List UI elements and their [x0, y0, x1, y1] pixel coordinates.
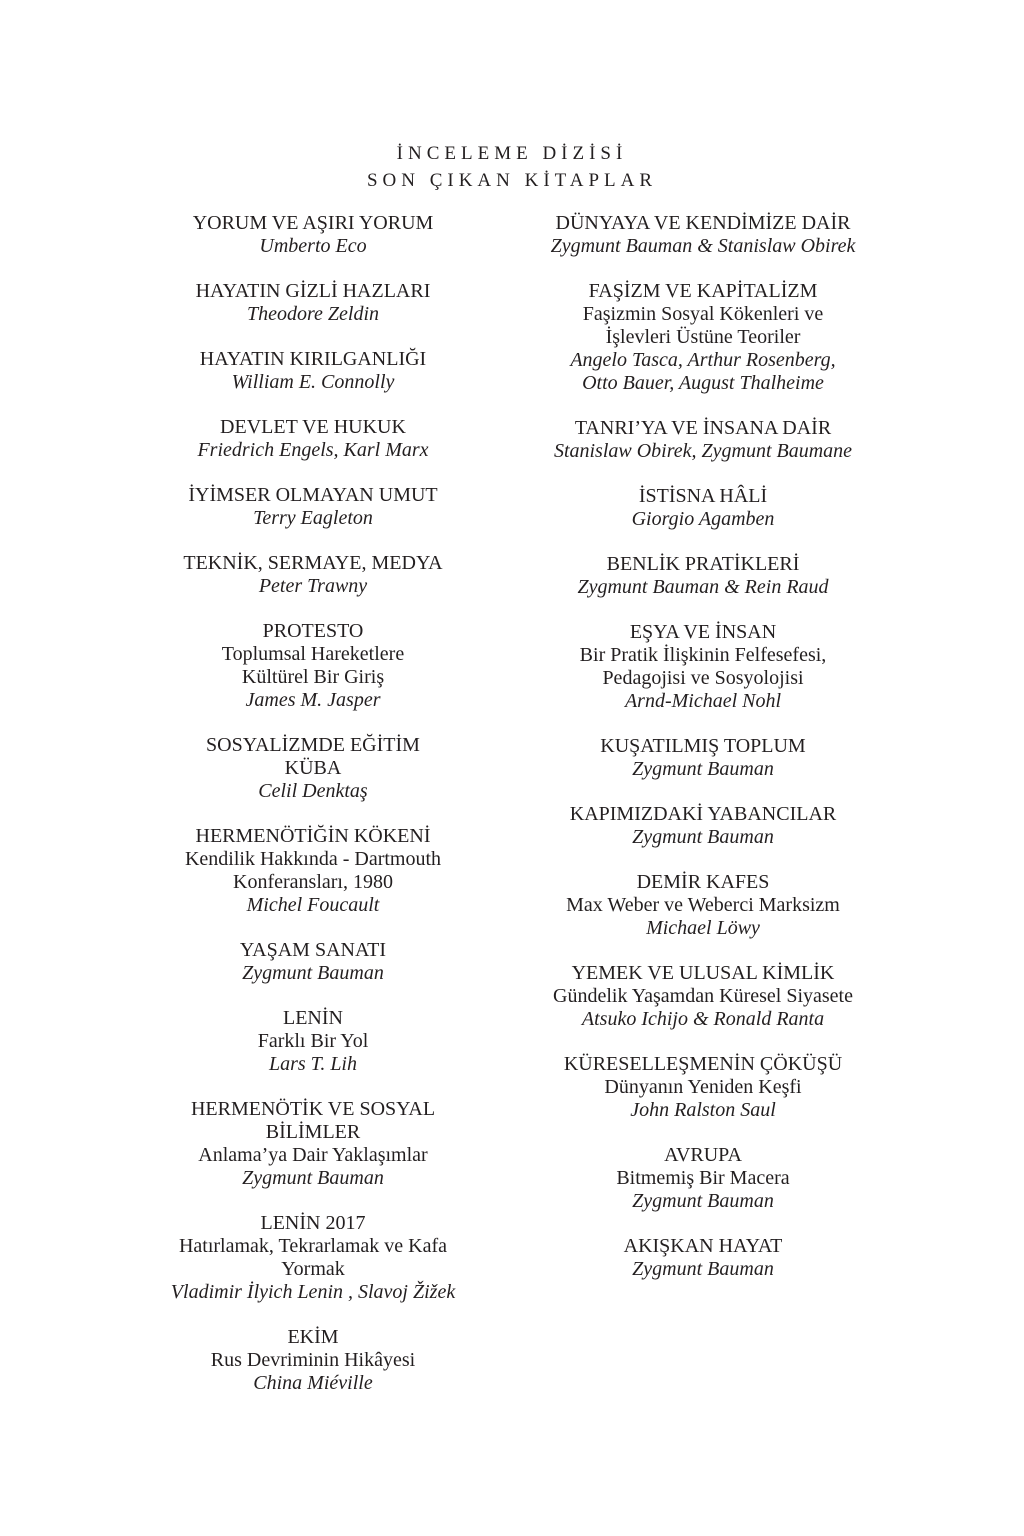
book-subtitle: Dünyanın Yeniden Keşfi — [604, 1076, 802, 1098]
book-author: Lars T. Lih — [268, 1053, 357, 1075]
right-book-column — [513, 212, 893, 1303]
book-subtitle: Rus Devriminin Hikâyesi — [210, 1349, 416, 1371]
book-author: Umberto Eco — [259, 235, 367, 257]
book-title: KÜRESELLEŞMENİN ÇÖKÜŞÜ — [563, 1053, 843, 1075]
book-author: Theodore Zeldin — [246, 303, 380, 325]
book-author: Michel Foucault — [246, 894, 380, 916]
book-entry — [123, 416, 503, 462]
book-author: Zygmunt Bauman — [632, 1190, 774, 1212]
book-entry — [513, 735, 893, 781]
book-subtitle: Anlama’ya Dair Yaklaşımlar — [198, 1144, 428, 1166]
book-subtitle: Faşizmin Sosyal Kökenleri ve — [582, 303, 824, 325]
book-entry — [123, 1098, 503, 1190]
book-title: TEKNİK, SERMAYE, MEDYA — [183, 552, 443, 574]
book-subtitle: Kültürel Bir Giriş — [241, 666, 385, 688]
book-entry — [513, 212, 893, 258]
book-entry — [513, 553, 893, 599]
book-entry — [513, 1144, 893, 1213]
book-title: KUŞATILMIŞ TOPLUM — [600, 735, 806, 757]
book-entry — [123, 348, 503, 394]
left-book-column — [123, 212, 503, 1417]
book-subtitle: İşlevleri Üstüne Teoriler — [605, 326, 801, 348]
book-entry — [123, 212, 503, 258]
book-entry — [513, 803, 893, 849]
book-author: Atsuko Ichijo & Ronald Ranta — [581, 1008, 825, 1030]
book-title: LENİN — [283, 1007, 343, 1029]
book-author: Celil Denktaş — [258, 780, 368, 802]
book-title: HAYATIN KIRILGANLIĞI — [199, 348, 427, 370]
book-entry — [123, 484, 503, 530]
book-title: HERMENÖTİK VE SOSYAL — [190, 1098, 436, 1120]
series-title: İNCELEME DİZİSİ — [396, 143, 628, 164]
book-author: Terry Eagleton — [253, 507, 373, 529]
book-title: DÜNYAYA VE KENDİMİZE DAİR — [555, 212, 851, 234]
book-title: AVRUPA — [664, 1144, 742, 1166]
book-entry — [123, 620, 503, 712]
book-author: Peter Trawny — [258, 575, 368, 597]
book-author: Zygmunt Bauman & Rein Raud — [577, 576, 829, 598]
book-author: Zygmunt Bauman — [632, 758, 774, 780]
book-entry — [513, 485, 893, 531]
series-heading — [0, 140, 1024, 194]
book-title: PROTESTO — [262, 620, 364, 642]
book-title: HAYATIN GİZLİ HAZLARI — [195, 280, 431, 302]
book-author: Vladimir İlyich Lenin , Slavoj Žižek — [170, 1281, 456, 1303]
book-subtitle: Farklı Bir Yol — [257, 1030, 369, 1052]
book-title: KÜBA — [284, 757, 342, 779]
book-entry — [513, 1235, 893, 1281]
book-author: China Miéville — [253, 1372, 373, 1394]
book-title: BENLİK PRATİKLERİ — [606, 553, 800, 575]
book-entry — [123, 825, 503, 917]
book-subtitle: Max Weber ve Weberci Marksizm — [566, 894, 840, 916]
book-title: KAPIMIZDAKİ YABANCILAR — [569, 803, 837, 825]
book-title: YORUM VE AŞIRI YORUM — [192, 212, 434, 234]
book-author: Zygmunt Bauman — [242, 1167, 384, 1189]
book-author: Michael Löwy — [646, 917, 760, 939]
book-entry — [513, 1053, 893, 1122]
book-title: DEVLET VE HUKUK — [220, 416, 406, 438]
book-title: İSTİSNA HÂLİ — [638, 485, 768, 507]
book-title: LENİN 2017 — [260, 1212, 366, 1234]
book-author: Zygmunt Bauman & Stanislaw Obirek — [550, 235, 856, 257]
book-author: Arnd-Michael Nohl — [624, 690, 782, 712]
book-title: EŞYA VE İNSAN — [629, 621, 777, 643]
book-author: Stanislaw Obirek, Zygmunt Baumane — [553, 440, 853, 462]
book-title: FAŞİZM VE KAPİTALİZM — [588, 280, 818, 302]
book-entry — [123, 1326, 503, 1395]
book-author: James M. Jasper — [245, 689, 381, 711]
book-title: YEMEK VE ULUSAL KİMLİK — [571, 962, 835, 984]
book-author: John Ralston Saul — [630, 1099, 776, 1121]
book-subtitle: Pedagojisi ve Sosyolojisi — [602, 667, 804, 689]
book-author: Zygmunt Bauman — [632, 1258, 774, 1280]
book-entry — [123, 1212, 503, 1304]
book-title: İYİMSER OLMAYAN UMUT — [188, 484, 438, 506]
book-entry — [513, 280, 893, 395]
series-subtitle: SON ÇIKAN KİTAPLAR — [366, 170, 658, 191]
book-subtitle: Gündelik Yaşamdan Küresel Siyasete — [553, 985, 853, 1007]
book-entry — [123, 1007, 503, 1076]
book-subtitle: Bir Pratik İlişkinin Felfesefesi, — [579, 644, 827, 666]
book-subtitle: Bitmemiş Bir Macera — [616, 1167, 790, 1189]
book-title: YAŞAM SANATI — [239, 939, 387, 961]
book-title: SOSYALİZMDE EĞİTİM — [206, 734, 420, 756]
book-title: HERMENÖTİĞİN KÖKENİ — [195, 825, 431, 847]
book-author: Friedrich Engels, Karl Marx — [197, 439, 429, 461]
book-subtitle: Kendilik Hakkında - Dartmouth — [184, 848, 442, 870]
book-entry — [123, 734, 503, 803]
book-entry — [513, 417, 893, 463]
book-author: Angelo Tasca, Arthur Rosenberg, — [570, 349, 836, 371]
book-author: Zygmunt Bauman — [632, 826, 774, 848]
book-subtitle: Konferansları, 1980 — [233, 871, 393, 893]
book-subtitle: Hatırlamak, Tekrarlamak ve Kafa — [178, 1235, 448, 1257]
book-title: BİLİMLER — [265, 1121, 361, 1143]
book-title: DEMİR KAFES — [636, 871, 770, 893]
book-title: AKIŞKAN HAYAT — [623, 1235, 783, 1257]
book-entry — [123, 939, 503, 985]
book-author: Zygmunt Bauman — [242, 962, 384, 984]
book-entry — [513, 871, 893, 940]
book-entry — [513, 962, 893, 1031]
book-entry — [123, 280, 503, 326]
book-entry — [123, 552, 503, 598]
book-entry — [513, 621, 893, 713]
book-subtitle: Toplumsal Hareketlere — [221, 643, 405, 665]
book-subtitle: Yormak — [281, 1258, 345, 1280]
book-title: TANRI’YA VE İNSANA DAİR — [574, 417, 832, 439]
book-title: EKİM — [287, 1326, 339, 1348]
book-author: Giorgio Agamben — [631, 508, 775, 530]
book-author: Otto Bauer, August Thalheime — [582, 372, 824, 394]
book-author: William E. Connolly — [231, 371, 395, 393]
